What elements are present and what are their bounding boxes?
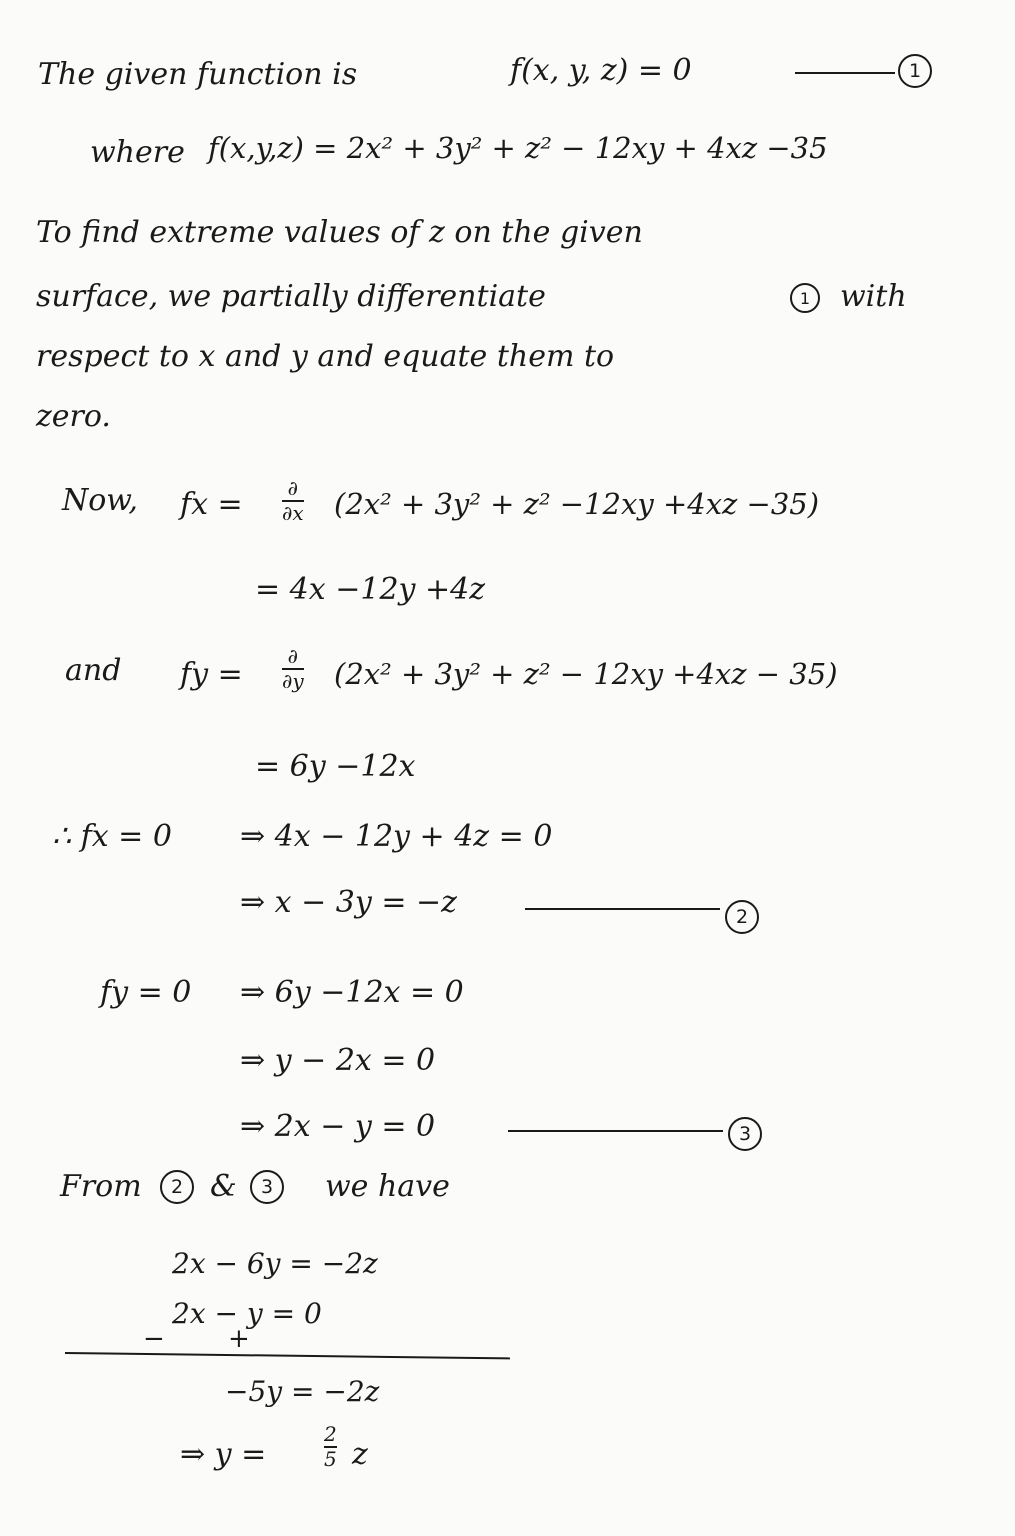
paragraph-line-3: respect to x and y and equate them to [36, 339, 615, 374]
paragraph-line-2-end: with [840, 279, 907, 314]
we-have-text: we have [325, 1169, 450, 1204]
subtract-sign-plus: + [228, 1324, 250, 1354]
final-fraction [324, 1424, 337, 1470]
system-eq-2: 2x − y = 0 [172, 1297, 322, 1330]
ref-equation-3: 3 [250, 1170, 284, 1204]
partial-x-num: ∂ [287, 476, 298, 500]
partial-x-operator [282, 478, 304, 524]
ref-equation-2: 2 [160, 1170, 194, 1204]
paragraph-line-1: To find extreme values of z on the given [36, 215, 643, 250]
fy-expression: (2x² + 3y² + z² − 12xy +4xz − 35) [334, 657, 838, 691]
partial-y-operator [282, 646, 304, 692]
now-label: Now, [62, 483, 138, 518]
and-label: and [65, 653, 122, 688]
intro-text: The given function is [38, 57, 358, 92]
equation-2-ref-line [525, 908, 720, 910]
step-fx-equation: ⇒ 4x − 12y + 4z = 0 [240, 819, 553, 854]
step-equation-3: ⇒ 2x − y = 0 [240, 1109, 436, 1144]
step-fy-equation: ⇒ 6y −12x = 0 [240, 975, 464, 1010]
partial-x-den: ∂x [282, 501, 304, 525]
system-result: −5y = −2z [225, 1375, 380, 1408]
ampersand: & [210, 1169, 237, 1204]
from-label: From [60, 1169, 142, 1204]
equation-number-3: 3 [728, 1117, 762, 1151]
subtraction-line [65, 1352, 510, 1359]
final-fraction-num: 2 [324, 1422, 337, 1446]
partial-y-den: ∂y [282, 669, 304, 693]
fx-expression: (2x² + 3y² + z² −12xy +4xz −35) [334, 487, 820, 521]
equation-ref-1: 1 [790, 283, 820, 313]
equation-number-2: 2 [725, 900, 759, 934]
partial-y-num: ∂ [287, 644, 298, 668]
step-fx-zero: ∴ fx = 0 [52, 819, 172, 854]
paragraph-line-4: zero. [36, 399, 111, 434]
fy-lhs: fy = [180, 657, 243, 692]
equation-ref-line [795, 72, 895, 74]
system-eq-1: 2x − 6y = −2z [172, 1247, 378, 1280]
paragraph-line-2: surface, we partially differentiate [36, 279, 546, 314]
equation-number-1: 1 [898, 54, 932, 88]
fx-result: = 4x −12y +4z [255, 572, 486, 607]
step-equation-2: ⇒ x − 3y = −z [240, 885, 457, 920]
fx-lhs: fx = [180, 487, 243, 522]
step-y-minus-2x: ⇒ y − 2x = 0 [240, 1043, 436, 1078]
step-fy-zero: fy = 0 [100, 975, 192, 1010]
where-label: where [90, 135, 185, 170]
final-lhs: ⇒ y = [180, 1437, 267, 1472]
final-fraction-den: 5 [324, 1447, 337, 1471]
subtract-sign-minus: − [143, 1324, 165, 1354]
function-definition: f(x,y,z) = 2x² + 3y² + z² − 12xy + 4xz −35 [208, 131, 828, 165]
given-equation: f(x, y, z) = 0 [510, 53, 692, 88]
final-z: z [352, 1437, 368, 1472]
equation-3-ref-line [508, 1130, 723, 1132]
fy-result: = 6y −12x [255, 749, 416, 784]
